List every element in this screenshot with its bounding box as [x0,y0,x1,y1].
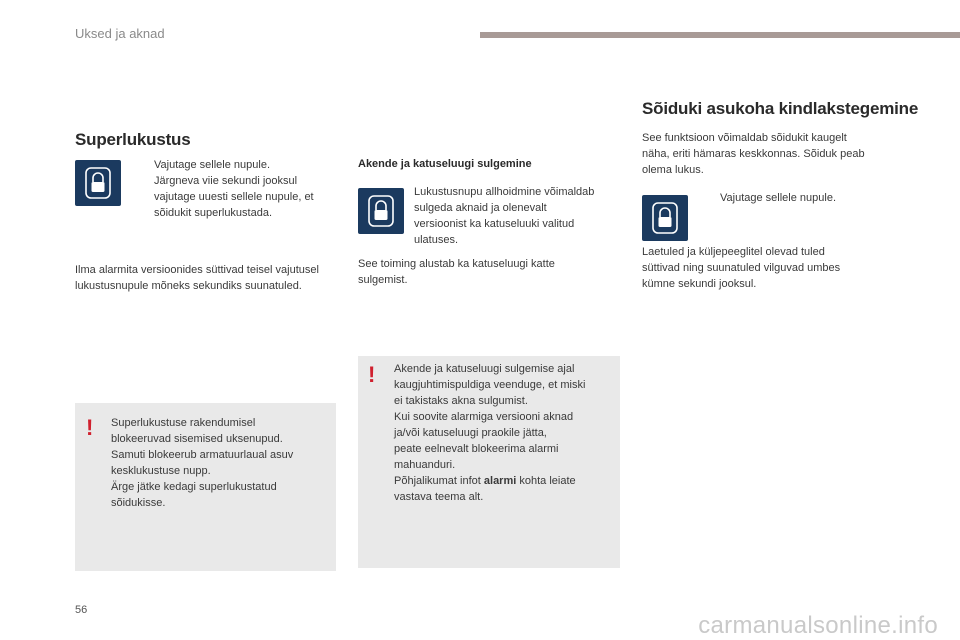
text-line: süttivad ning suunatuled vilguvad umbes [642,262,841,274]
text-line: ulatuses. [414,234,459,246]
running-header: Uksed ja aknad [75,26,165,41]
header-accent-bar [480,32,960,38]
warning-box-superlock [75,403,336,571]
vehicle-locator-paragraph [642,244,912,292]
list-item [132,157,337,173]
warning-line: kesklukustuse nupp. [111,465,211,477]
list-item [132,173,337,221]
warning-line-start: Põhjalikumat infot [394,475,484,487]
lock-icon [652,202,678,234]
page-number: 56 [75,604,88,616]
warning-text [111,415,331,511]
text-line: See funktsioon võimaldab sõidukit kaugelt [642,132,847,144]
text-line: kümne sekundi jooksul. [642,278,757,290]
warning-line: mahuanduri. [394,459,456,471]
list-item [698,190,898,206]
warning-line [394,473,618,489]
text-line: Laetuled ja küljepeeglitel olevad tuled [642,246,825,258]
warning-box-window-closing [358,356,620,568]
warning-line: sõidukisse. [111,497,166,509]
section-heading-superlock: Superlukustus [75,130,191,149]
warning-line: vastava teema alt. [394,491,484,503]
lock-button-icon [358,188,404,234]
superlock-steps [132,157,337,221]
vehicle-locator-intro [642,130,912,178]
warning-text [394,361,618,505]
warning-line: peate eelnevalt blokeerima alarmi [394,443,559,455]
bullet-mark [698,190,720,206]
step-text: Järgneva viie sekundi jooksul vajutage uuesti sellele nupule, et sõidukit superlukustada. [154,175,314,219]
warning-line: Samuti blokeerub armatuurlaual asuv [111,449,294,461]
site-watermark: carmanualsonline.info [698,612,938,639]
warning-line: kaugjuhtimispuldiga veenduge, et miski [394,379,586,391]
warning-line-end: kohta leiate [516,475,576,487]
section-heading-vehicle-locator: Sõiduki asukoha kindlakstegemine [642,99,919,118]
warning-line: Kui soovite alarmiga versiooni aknad [394,411,574,423]
step-text: Vajutage sellele nupule. [720,192,836,204]
lock-icon [368,195,394,227]
warning-line: Ärge jätke kedagi superlukustatud [111,481,277,493]
warning-line: Akende ja katuseluugi sulgemise ajal [394,363,575,375]
text-line: sulgeda aknaid ja olenevalt [414,202,547,214]
window-closing-paragraph [358,256,608,288]
warning-line: ja/või katuseluugi praokile jätta, [394,427,547,439]
lock-icon [85,167,111,199]
subheading-window-closing: Akende ja katuseluugi sulgemine [358,158,532,170]
text-line: sulgemist. [358,274,408,286]
warning-icon: ! [86,415,94,440]
warning-keyword: alarmi [483,475,517,487]
bullet-mark [132,157,154,173]
text-line: See toiming alustab ka katuseluugi katte [358,258,555,270]
bullet-mark [132,173,154,221]
warning-line: blokeeruvad sisemised uksenupud. [111,433,283,445]
lock-button-icon [642,195,688,241]
text-line: olema lukus. [642,164,704,176]
text-line: Lukustusnupu allhoidmine võimaldab [414,186,595,198]
warning-icon: ! [368,362,376,387]
warning-line: ei takistaks akna sulgumist. [394,395,528,407]
text-line: näha, eriti hämaras keskkonnas. Sõiduk peab [642,148,865,160]
warning-line: Superlukustuse rakendumisel [111,417,256,429]
superlock-paragraph: Ilma alarmita versioonides süttivad teisel vajutusel lukustusnupule mõneks sekundiks suunatuled. [75,264,319,292]
text-line: versioonist ka katuseluuki valitud [414,218,575,230]
lock-button-icon [75,160,121,206]
window-closing-text [414,184,624,248]
step-text: Vajutage sellele nupule. [154,159,270,171]
